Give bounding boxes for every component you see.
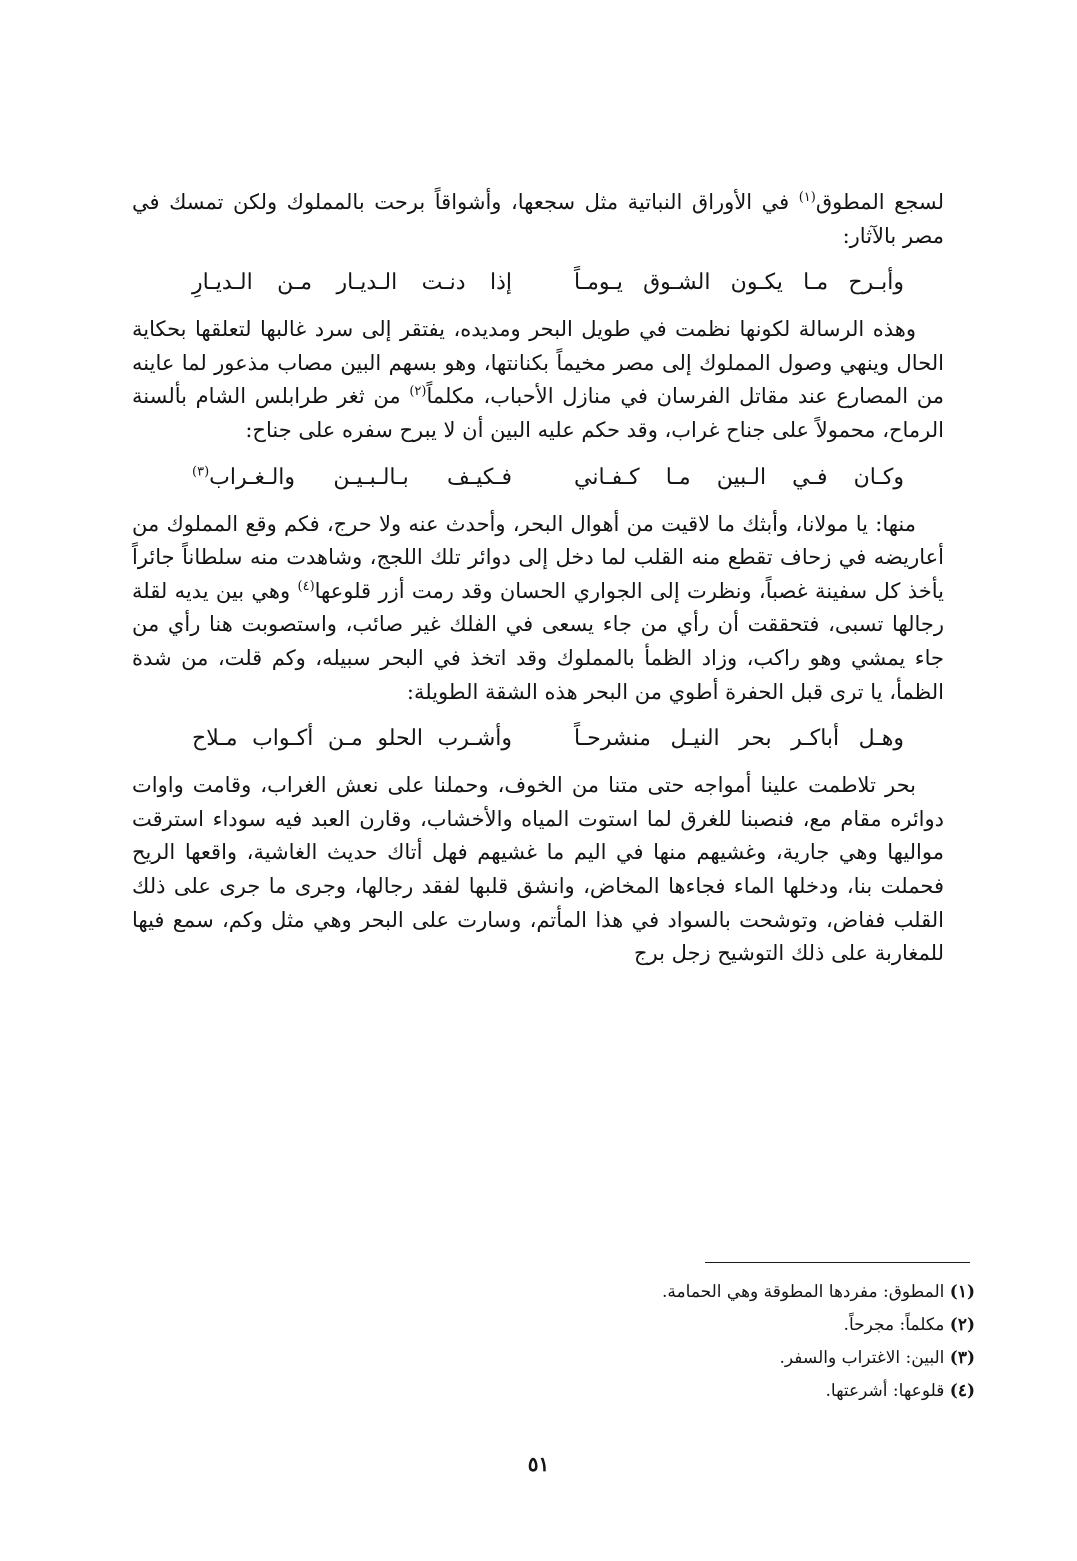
verse-2-second-text: فـكيـف بـالـبـيـن والـغـراب — [209, 464, 512, 490]
footnotes — [400, 1276, 975, 1408]
footnote-3-text: البين: الاغتراب والسفر. — [779, 1348, 950, 1368]
footnote-2-number: (٢) — [949, 1315, 975, 1335]
footnote-2 — [400, 1309, 975, 1342]
verse-3 — [132, 721, 944, 757]
footnote-1-text: المطوق: مفردها المطوقة وهي الحمامة. — [662, 1282, 950, 1302]
verse-1-first-hemistich: وأبـرح مـا يكـون الشـوق يـومـاً — [574, 270, 904, 296]
page-number: ٥١ — [527, 1452, 550, 1476]
paragraph-1-text-a: لسجع المطوق — [815, 190, 944, 214]
footnote-4-text: قلوعها: أشرعتها. — [825, 1381, 950, 1401]
footnote-ref-2: (٢) — [409, 384, 427, 400]
paragraph-3-text-b: وهي بين يديه لقلة رجالها تسبى، فتحققت أن رأي من جاء يسعى في الفلك غير صائب، واستصوبت هنا رأي من جاء يمشي وهو راكب، وزاد الظمأ بالمملوك وقد اتخذ في البحر سبيله، وكم قلت، من شدة الظمأ، يا ترى قبل الحفرة أطوي من البحر هذه الشقة الطويلة: — [132, 578, 944, 704]
verse-2-first-hemistich: وكـان فـي الـبين مـا كـفـاني — [574, 464, 904, 490]
verse-2-second-hemistich — [192, 460, 512, 496]
footnote-1 — [400, 1276, 975, 1309]
paragraph-3 — [132, 508, 944, 710]
verse-1 — [132, 265, 944, 301]
footnote-1-number: (١) — [949, 1282, 975, 1302]
footnote-3-number: (٣) — [949, 1348, 975, 1368]
main-text — [132, 186, 944, 971]
footnote-2-text: مكلماً: مجرحاً. — [843, 1315, 950, 1335]
verse-1-second-hemistich: إذا دنـت الـديـار مـن الـديـارِ — [192, 270, 512, 296]
footnote-4 — [400, 1375, 975, 1408]
paragraph-1-text-b: في الأوراق النباتية مثل سجعها، وأشواقاً برحت بالمملوك ولكن تمسك في مصر بالآثار: — [132, 190, 944, 248]
paragraph-4 — [132, 769, 944, 971]
paragraph-4-text: بحر تلاطمت علينا أمواجه حتى متنا من الخوف، وحملنا على نعش الغراب، وقامت واوات دوائره مقام مع، فنصبنا للغرق لما استوت المياه والأخشاب، وقارن العبد فيه سوداء استرقت مواليها وهي جارية، وغشيهم منها في اليم ما غشيهم فهل أتاك حديث الغاشية، واقعها الريح فحملت بنا، ودخلها الماء فجاءها المخاض، وانشق قلبها لفقد رجالها، وجرى ما جرى على ذلك القلب ففاض، وتوشحت بالسواد في هذا المأتم، وسارت على البحر وهي مثل وكم، سمع فيها للمغاربة على ذلك التوشيح زجل برج — [132, 773, 944, 966]
footnote-ref-1: (١) — [798, 190, 816, 205]
footnote-separator — [705, 1262, 970, 1263]
footnote-4-number: (٤) — [949, 1381, 975, 1401]
paragraph-1 — [132, 186, 944, 253]
footnote-3 — [400, 1342, 975, 1375]
footnote-ref-3: (٣) — [192, 464, 210, 480]
verse-3-second-hemistich: وأشـرب الحلو مـن أكـواب مـلاح — [192, 726, 512, 752]
paragraph-3-text-a: منها: يا مولانا، وأبثك ما لاقيت من أهوال البحر، وأحدث عنه ولا حرج، فكم وقع المملوك من أعاريضه في زحاف تقطع منه القلب لما دخل إلى دوائر تلك اللجج، وشاهدت منه سلطاناً جائراً يأخذ كل سفينة غصباً، ونظرت إلى الجواري الحسان وقد رمت أزر قلوعها — [132, 511, 944, 603]
paragraph-2-text-b: من ثغر طرابلس الشام بألسنة الرماح، محمولاً على جناح غراب، وقد حكم عليه البين أن لا يبرح سفره على جناح: — [132, 384, 944, 442]
footnote-ref-4: (٤) — [297, 578, 315, 594]
paragraph-2 — [132, 313, 944, 447]
paragraph-2-text-a: وهذه الرسالة لكونها نظمت في طويل البحر ومديده، يفتقر إلى سرد غالبها لتعلقها بحكاية الحال وينهي وصول المملوك إلى مصر مخيماً بكنانتها، وهو بسهم البين مصاب مذعور لما عاينه من المصارع عند مقاتل الفرسان في منازل الأحباب، مكلماً — [132, 317, 944, 409]
verse-3-first-hemistich: وهـل أباكـر بحر النيـل منشرحـاً — [574, 726, 904, 752]
verse-2 — [132, 460, 944, 496]
